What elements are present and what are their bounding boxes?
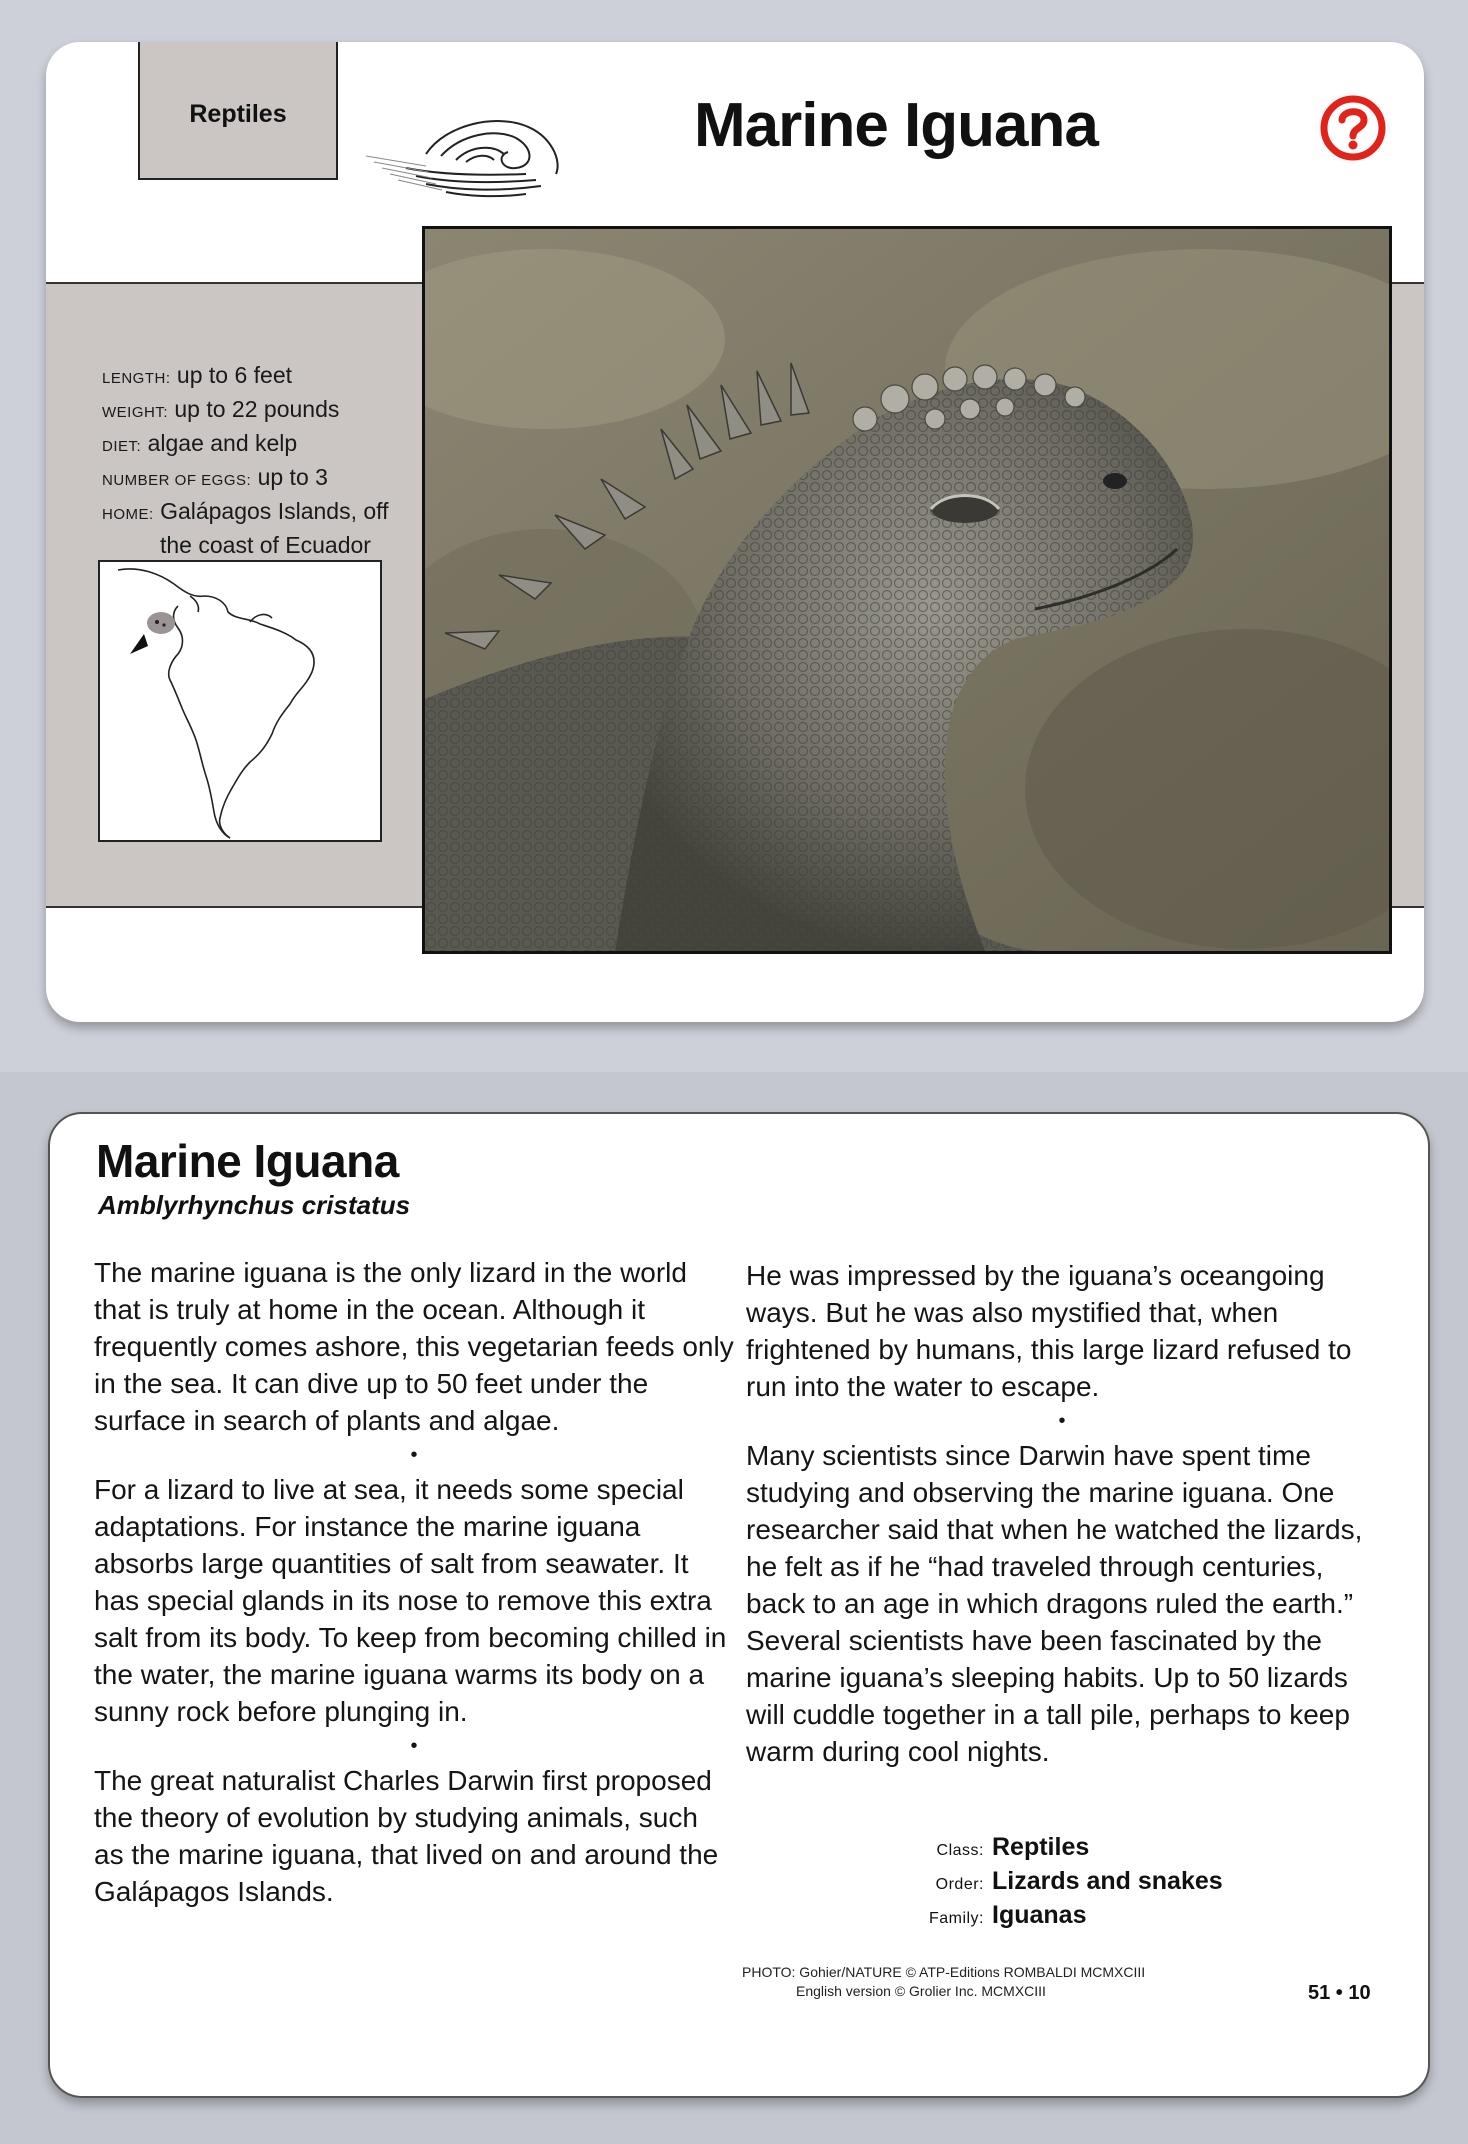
fact-row bbox=[102, 428, 389, 462]
category-label: Reptiles bbox=[138, 42, 338, 180]
card-number: 51 • 10 bbox=[1308, 1982, 1371, 2004]
card-title: Marine Iguana bbox=[694, 91, 1098, 160]
bullet-separator: • bbox=[410, 1444, 418, 1466]
photo-credits bbox=[742, 1963, 1145, 2001]
iguana-photo bbox=[422, 226, 1392, 954]
iguana-image bbox=[425, 229, 1389, 951]
back-title: Marine Iguana bbox=[96, 1135, 399, 1187]
paragraph: Many scientists since Darwin have spent time studying and observing the marine iguana. One researcher said that when he watched the lizards, he felt as if he “had traveled through centuries, back to an age in which dragons ruled the earth.” Several scientists have been fascinated by the marine iguana’s sleeping habits. Up to 50 lizards will cuddle together in a tall pile, perhaps to keep warm during cool nights. bbox=[746, 1440, 1363, 1767]
classification bbox=[914, 1832, 1223, 1934]
fact-key: LENGTH: bbox=[102, 370, 171, 387]
fact-value: Galápagos Islands, off bbox=[160, 498, 389, 524]
facts-list bbox=[102, 360, 389, 561]
fact-row bbox=[102, 462, 389, 496]
fact-value: up to 6 feet bbox=[176, 362, 292, 388]
fact-row bbox=[102, 360, 389, 394]
range-map bbox=[98, 560, 382, 842]
question-circle-icon[interactable] bbox=[1319, 94, 1387, 162]
wave-icon bbox=[366, 104, 606, 214]
bullet-separator: • bbox=[1058, 1410, 1066, 1432]
fact-key: HOME: bbox=[102, 506, 154, 523]
card-front bbox=[46, 42, 1424, 1022]
fact-row bbox=[102, 496, 389, 530]
paragraph: For a lizard to live at sea, it needs some special adaptations. For instance the marine iguana absorbs large quantities of salt from seawater. It has special glands in its nose to remove this extra salt from its body. To keep from becoming chilled in the water, the marine iguana warms its body on a sunny rock before plunging in. bbox=[94, 1474, 727, 1727]
classification-value: Lizards and snakes bbox=[992, 1867, 1223, 1895]
classification-value: Iguanas bbox=[992, 1901, 1087, 1929]
credit-line: PHOTO: Gohier/NATURE © ATP-Editions ROMBALDI MCMXCIII bbox=[742, 1964, 1146, 1980]
text-column-right bbox=[746, 1257, 1378, 1770]
classification-key: Family: bbox=[928, 1910, 984, 1927]
fact-home-line2: the coast of Ecuador bbox=[160, 532, 371, 558]
text-column-left bbox=[94, 1254, 734, 1910]
south-america-map-icon bbox=[100, 562, 380, 840]
paragraph: He was impressed by the iguana’s oceangoing ways. But he was also mystified that, when frightened by humans, this large lizard refused to run into the water to escape. bbox=[746, 1260, 1352, 1402]
fact-key: NUMBER OF EGGS: bbox=[102, 472, 252, 489]
classification-row bbox=[914, 1900, 1223, 1934]
fact-row bbox=[102, 394, 389, 428]
classification-value: Reptiles bbox=[992, 1833, 1090, 1861]
fact-value: algae and kelp bbox=[147, 430, 298, 456]
credit-line: English version © Grolier Inc. MCMXCIII bbox=[796, 1983, 1046, 1999]
fact-value: up to 22 pounds bbox=[174, 396, 340, 422]
classification-key: Order: bbox=[935, 1876, 984, 1893]
fact-value: up to 3 bbox=[257, 464, 328, 490]
paragraph: The great naturalist Charles Darwin first proposed the theory of evolution by studying animals, such as the marine iguana, that lived on and around the Galápagos Islands. bbox=[94, 1765, 719, 1907]
bullet-separator: • bbox=[410, 1735, 418, 1757]
classification-row bbox=[914, 1832, 1223, 1866]
card-back bbox=[48, 1112, 1430, 2098]
fact-key: DIET: bbox=[102, 438, 142, 455]
classification-key: Class: bbox=[936, 1842, 984, 1859]
fact-key: WEIGHT: bbox=[102, 404, 168, 421]
paragraph: The marine iguana is the only lizard in the world that is truly at home in the ocean. Although it frequently comes ashore, this vegetarian feeds only in the sea. It can dive up to 50 feet under the surface in search of plants and algae. bbox=[94, 1257, 734, 1436]
classification-row bbox=[914, 1866, 1223, 1900]
scientific-name: Amblyrhynchus cristatus bbox=[98, 1190, 411, 1220]
